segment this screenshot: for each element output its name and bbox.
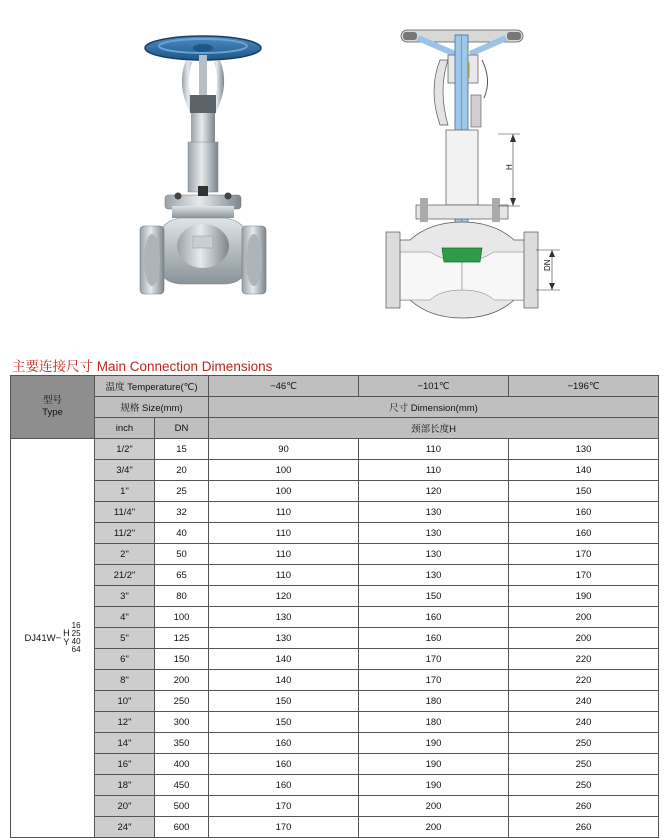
- neck-length-46: 130: [209, 607, 359, 628]
- table-row: [11, 607, 659, 628]
- dn-cell: 80: [155, 586, 209, 607]
- neck-length-196: 140: [509, 460, 659, 481]
- neck-length-196: 170: [509, 544, 659, 565]
- pressure-16: 16: [71, 621, 81, 630]
- neck-length-101: 110: [359, 460, 509, 481]
- neck-length-46: 140: [209, 649, 359, 670]
- dn-cell: 400: [155, 754, 209, 775]
- dn-col-header: DN: [155, 418, 209, 439]
- temp-col-101: −101℃: [359, 376, 509, 397]
- inch-cell: 11/2": [95, 523, 155, 544]
- neck-length-46: 140: [209, 670, 359, 691]
- table-row: [11, 712, 659, 733]
- neck-length-header: 颈部长度H: [209, 418, 659, 439]
- table-row: [11, 481, 659, 502]
- neck-length-196: 160: [509, 523, 659, 544]
- neck-length-101: 150: [359, 586, 509, 607]
- temperature-label: 温度 Temperature(℃): [95, 376, 209, 397]
- h-dimension-label: H: [505, 164, 514, 170]
- inch-cell: 24": [95, 817, 155, 838]
- neck-length-46: 130: [209, 628, 359, 649]
- dn-cell: 150: [155, 649, 209, 670]
- neck-length-101: 170: [359, 670, 509, 691]
- inch-cell: 10": [95, 691, 155, 712]
- neck-length-101: 200: [359, 796, 509, 817]
- dn-cell: 32: [155, 502, 209, 523]
- header-row-size: [11, 397, 659, 418]
- table-row: [11, 502, 659, 523]
- neck-length-101: 180: [359, 712, 509, 733]
- inch-cell: 2": [95, 544, 155, 565]
- neck-length-101: 170: [359, 649, 509, 670]
- inch-cell: 3": [95, 586, 155, 607]
- inch-cell: 20": [95, 796, 155, 817]
- inch-cell: 6": [95, 649, 155, 670]
- table-row: [11, 817, 659, 838]
- neck-length-196: 250: [509, 733, 659, 754]
- inch-cell: 21/2": [95, 565, 155, 586]
- table-row: [11, 796, 659, 817]
- table-row: [11, 586, 659, 607]
- dn-dimension-label: DN: [543, 259, 552, 271]
- neck-length-46: 150: [209, 691, 359, 712]
- neck-length-46: 160: [209, 754, 359, 775]
- temp-col-196: −196℃: [509, 376, 659, 397]
- figures-area: [0, 0, 670, 345]
- neck-length-101: 130: [359, 502, 509, 523]
- dn-cell: 40: [155, 523, 209, 544]
- type-code: [24, 622, 80, 654]
- dimension-label: 尺寸 Dimension(mm): [209, 397, 659, 418]
- temp-col-46: −46℃: [209, 376, 359, 397]
- dn-cell: 350: [155, 733, 209, 754]
- inch-cell: 1/2": [95, 439, 155, 460]
- dn-cell: 25: [155, 481, 209, 502]
- neck-length-196: 150: [509, 481, 659, 502]
- inch-col-header: inch: [95, 418, 155, 439]
- dn-cell: 20: [155, 460, 209, 481]
- dn-cell: 600: [155, 817, 209, 838]
- dn-cell: 300: [155, 712, 209, 733]
- neck-length-46: 160: [209, 775, 359, 796]
- neck-length-46: 150: [209, 712, 359, 733]
- pressure-40: 40: [71, 637, 81, 646]
- dimensions-table-wrap: [10, 375, 658, 838]
- table-row: [11, 628, 659, 649]
- inch-cell: 12": [95, 712, 155, 733]
- neck-length-101: 160: [359, 628, 509, 649]
- neck-length-46: 110: [209, 544, 359, 565]
- neck-length-101: 190: [359, 775, 509, 796]
- neck-length-101: 190: [359, 754, 509, 775]
- neck-length-46: 160: [209, 733, 359, 754]
- type-code-cell: [11, 439, 95, 838]
- type-code-material: [63, 629, 70, 647]
- neck-length-46: 100: [209, 460, 359, 481]
- valve-photo: [140, 36, 266, 294]
- table-row: [11, 565, 659, 586]
- pressure-64: 64: [71, 645, 81, 654]
- type-code-y: Y: [63, 637, 70, 647]
- dn-cell: 15: [155, 439, 209, 460]
- inch-cell: 1": [95, 481, 155, 502]
- type-code-prefix: DJ41W−: [24, 632, 62, 644]
- neck-length-46: 110: [209, 502, 359, 523]
- neck-length-101: 200: [359, 817, 509, 838]
- dn-cell: 125: [155, 628, 209, 649]
- neck-length-196: 250: [509, 775, 659, 796]
- neck-length-101: 130: [359, 544, 509, 565]
- neck-length-101: 120: [359, 481, 509, 502]
- valve-illustrations: [0, 0, 670, 345]
- neck-length-101: 190: [359, 733, 509, 754]
- inch-cell: 5": [95, 628, 155, 649]
- neck-length-196: 220: [509, 670, 659, 691]
- table-row: [11, 544, 659, 565]
- neck-length-46: 110: [209, 565, 359, 586]
- neck-length-101: 180: [359, 691, 509, 712]
- neck-length-196: 160: [509, 502, 659, 523]
- dn-cell: 100: [155, 607, 209, 628]
- type-header-en: Type: [42, 407, 63, 418]
- pressure-25: 25: [71, 629, 81, 638]
- neck-length-196: 260: [509, 817, 659, 838]
- dn-cell: 450: [155, 775, 209, 796]
- table-row: [11, 649, 659, 670]
- inch-cell: 18": [95, 775, 155, 796]
- dn-cell: 500: [155, 796, 209, 817]
- neck-length-46: 100: [209, 481, 359, 502]
- table-row: [11, 775, 659, 796]
- neck-length-46: 110: [209, 523, 359, 544]
- type-code-h: H: [63, 628, 70, 638]
- type-code-pressures: [72, 622, 81, 654]
- neck-length-196: 130: [509, 439, 659, 460]
- neck-length-101: 130: [359, 523, 509, 544]
- inch-cell: 4": [95, 607, 155, 628]
- inch-cell: 8": [95, 670, 155, 691]
- neck-length-46: 90: [209, 439, 359, 460]
- valve-disc: [442, 248, 482, 262]
- dn-cell: 65: [155, 565, 209, 586]
- neck-length-46: 120: [209, 586, 359, 607]
- dn-cell: 250: [155, 691, 209, 712]
- table-row: [11, 733, 659, 754]
- neck-length-46: 170: [209, 817, 359, 838]
- neck-length-196: 250: [509, 754, 659, 775]
- table-row: [11, 460, 659, 481]
- inch-cell: 3/4": [95, 460, 155, 481]
- table-row: [11, 523, 659, 544]
- neck-length-46: 170: [209, 796, 359, 817]
- neck-length-196: 200: [509, 607, 659, 628]
- dn-cell: 50: [155, 544, 209, 565]
- dn-cell: 200: [155, 670, 209, 691]
- neck-length-196: 260: [509, 796, 659, 817]
- neck-length-196: 240: [509, 691, 659, 712]
- neck-length-196: 190: [509, 586, 659, 607]
- table-row: [11, 754, 659, 775]
- table-row: [11, 439, 659, 460]
- neck-length-196: 240: [509, 712, 659, 733]
- inch-cell: 14": [95, 733, 155, 754]
- type-header-cell: [11, 376, 95, 439]
- valve-section-diagram: [386, 30, 560, 318]
- dimensions-table: [10, 375, 659, 838]
- header-row-units: [11, 418, 659, 439]
- table-row: [11, 691, 659, 712]
- size-label: 规格 Size(mm): [95, 397, 209, 418]
- header-row-temperature: [11, 376, 659, 397]
- neck-length-101: 130: [359, 565, 509, 586]
- table-row: [11, 670, 659, 691]
- neck-length-101: 110: [359, 439, 509, 460]
- type-header-cn: 型号: [42, 395, 62, 406]
- neck-length-101: 160: [359, 607, 509, 628]
- neck-length-196: 220: [509, 649, 659, 670]
- neck-length-196: 200: [509, 628, 659, 649]
- neck-length-196: 170: [509, 565, 659, 586]
- inch-cell: 11/4": [95, 502, 155, 523]
- section-title: 主要连接尺寸 Main Connection Dimensions: [12, 359, 273, 374]
- inch-cell: 16": [95, 754, 155, 775]
